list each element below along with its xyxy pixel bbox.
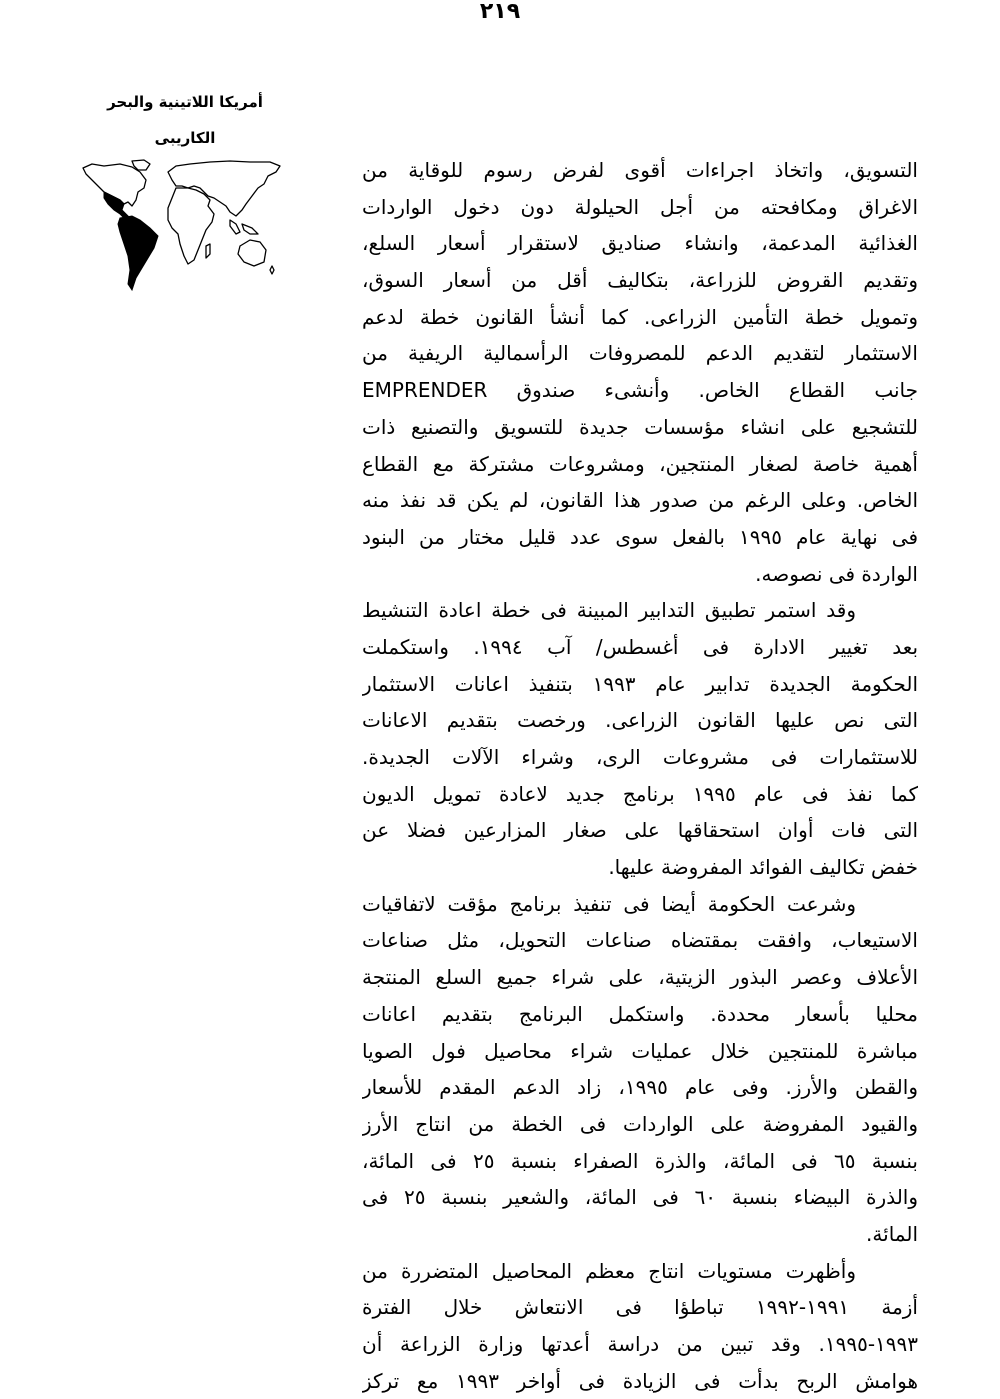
text-line: جانب القطاع الخاص. وأنشىء صندوق EMPRENDER — [362, 378, 918, 403]
text-line: الواردة فى نصوصه. — [755, 561, 918, 586]
text-line: المائة. — [866, 1221, 918, 1246]
paragraph-2 — [362, 592, 918, 886]
text-line: التى نص عليها القانون الزراعى. ورخصت بتقديم الاعانات — [362, 708, 918, 733]
text-line: وتمويل خطة التأمين الزراعى. كما أنشأ القانون خطة لدعم — [362, 304, 918, 329]
text-line: أزمة ١٩٩١-١٩٩٢ تباطؤا فى الانتعاش خلال الفترة — [362, 1295, 918, 1320]
text-line: وقد استمر تطبيق التدابير المبينة فى خطة اعادة التنشيط — [362, 598, 856, 623]
text-line: التسويق، واتخاذ اجراءات أقوى لفرض رسوم للوقاية من — [362, 158, 918, 182]
text-line: للاستثمارات فى مشروعات الرى، وشراء الآلات الجديدة. — [362, 745, 918, 769]
text-line: الغذائية المدعمة، وانشاء صناديق لاستقرار أسعار السلع، — [362, 231, 918, 256]
text-line: وشرعت الحكومة أيضا فى تنفيذ برنامج مؤقت لاتفاقيات — [362, 891, 856, 916]
text-line: الاغراق ومكافحته من أجل الحيلولة دون دخول الواردات — [362, 194, 918, 219]
text-line: الاستيعاب، وافقت بمقتضاه صناعات التحويل، مثل صناعات — [362, 928, 918, 953]
text-line: وأظهرت مستويات انتاج معظم المحاصيل المتضررة من — [362, 1258, 856, 1283]
text-line: الحكومة الجديدة تدابير عام ١٩٩٣ بتنفيذ اعانات الاستثمار — [362, 671, 918, 696]
text-line: الاستثمار لتقديم الدعم للمصروفات الرأسمالية الريفية من — [362, 341, 918, 366]
text-line: والذرة البيضاء بنسبة ٦٠ فى المائة، والشعير بنسبة ٢٥ فى — [362, 1185, 918, 1210]
region-caption — [70, 84, 300, 156]
text-line: وتقديم القروض للزراعة، بتكاليف أقل من أسعار السوق، — [362, 268, 918, 293]
text-line: كما نفذ فى عام ١٩٩٥ برنامج جديد لاعادة تمويل الديون — [362, 781, 918, 806]
page-number: ٢١٩ — [479, 0, 521, 24]
text-line: أهمية خاصة لصغار المنتجين، ومشروعات مشتركة مع القطاع — [362, 451, 918, 476]
text-line: خفض تكاليف الفوائد المفروضة عليها. — [608, 855, 918, 880]
paragraph-1 — [362, 152, 918, 592]
paragraph-4 — [362, 1253, 918, 1399]
text-line: محليا بأسعار محددة. واستكمل البرنامج بتقديم اعانات — [362, 1001, 918, 1026]
text-line: والقيود المفروضة على الواردات فى الخطة من انتاج الأرز — [362, 1111, 918, 1136]
paragraph-3 — [362, 886, 918, 1253]
text-line: للتشجيع على انشاء مؤسسات جديدة للتسويق والتصنيع ذات — [362, 414, 918, 439]
text-line: الأعلاف وعصر البذور الزيتية، على شراء جميع السلع المنتجة — [362, 965, 918, 990]
text-line: فى نهاية عام ١٩٩٥ بالفعل سوى عدد قليل مختار من البنود — [362, 524, 918, 549]
text-line: مباشرة للمنتجين خلال عمليات شراء محاصيل فول الصويا — [362, 1038, 918, 1063]
text-line: الخاص. وعلى الرغم من صدور هذا القانون، لم يكن قد نفذ منه — [362, 488, 918, 513]
world-map-icon — [80, 158, 285, 295]
article-body — [362, 152, 918, 1399]
text-line: ١٩٩٣-١٩٩٥. وقد تبين من دراسة أعدتها وزارة الزراعة أن — [362, 1332, 918, 1356]
text-line: والقطن والأرز. وفى عام ١٩٩٥، زاد الدعم المقدم للأسعار — [362, 1075, 918, 1100]
text-line: بعد تغيير الادارة فى أغسطس/ آب ١٩٩٤. واستكملت — [362, 634, 918, 659]
text-line: بنسبة ٦٥ فى المائة، والذرة الصفراء بنسبة ٢٥ فى المائة، — [362, 1148, 918, 1173]
text-line: هوامش الربح بدأت فى الزيادة فى أواخر ١٩٩٣ مع تركز — [362, 1368, 918, 1393]
region-caption-line-1: أمريكا اللاتينية والبحر — [107, 93, 263, 111]
text-line: التى فات أوان استحقاقها على صغار المزارعين فضلا عن — [362, 818, 918, 843]
region-caption-line-2: الكاريبى — [154, 129, 216, 147]
